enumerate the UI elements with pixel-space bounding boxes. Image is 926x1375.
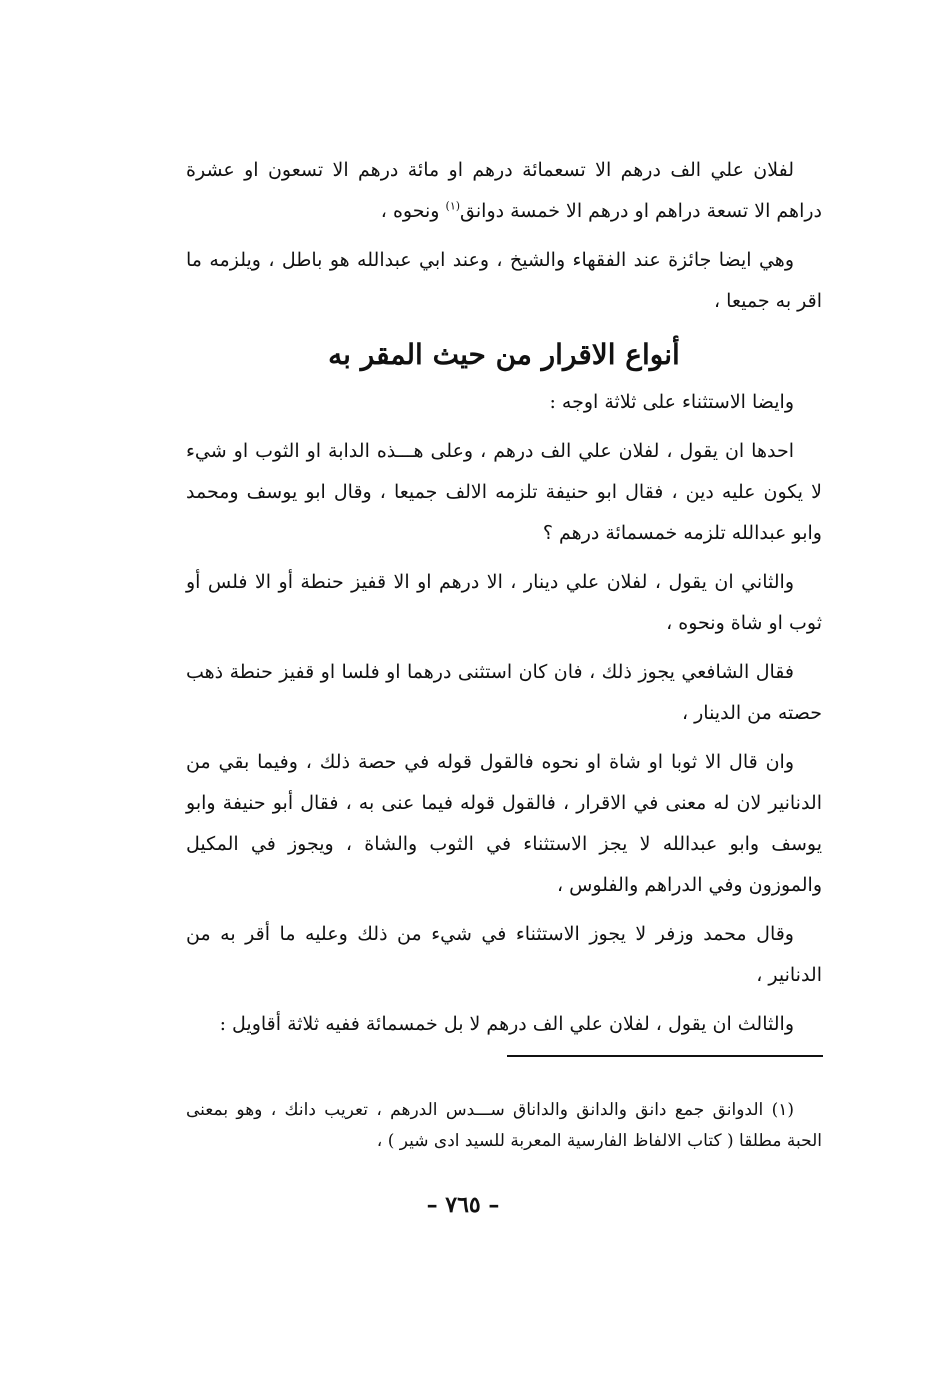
paragraph-1: [186, 150, 822, 232]
paragraph-9: والثالث ان يقول ، لفلان علي الف درهم لا بل خمسمائة ففيه ثلاثة أقاويل :: [219, 1013, 794, 1035]
paragraph-1-tail: ونحوه ،: [380, 200, 446, 222]
page-number: – ٧٦٥ –: [426, 1192, 500, 1218]
paragraph-7: وان قال الا ثوبا او شاة او نحوه فالقول قوله في حصة ذلك ، وفيما بقي من الدنانير لان له معنى في الاقرار ، فالقول قوله فيما عنى به ، فقال أبو حنيفة وابو يوسف وابو عبدالله لا يجز الاستثناء في الثوب والشاة ، ويجوز في المكيل والموزون وفي الدراهم والفلوس ،: [186, 751, 822, 896]
footnote-divider: [507, 1055, 823, 1057]
section-heading: أنواع الاقرار من حيث المقر به: [328, 338, 680, 371]
paragraph-8: وقال محمد وزفر لا يجوز الاستثناء في شيء من ذلك وعليه ما أقر به من الدنانير ،: [186, 923, 822, 986]
paragraph-6: فقال الشافعي يجوز ذلك ، فان كان استثنى درهما او فلسا او قفيز حنطة ذهب حصته من الدينار ،: [186, 661, 822, 724]
footnote-reference[interactable]: (١): [445, 199, 461, 213]
paragraph-3: وايضا الاستثناء على ثلاثة اوجه :: [549, 391, 794, 413]
paragraph-4: احدها ان يقول ، لفلان علي الف درهم ، وعلى هـــذه الدابة او الثوب او شيء لا يكون عليه دين ، فقال ابو حنيفة تلزمه الالف جميعا ، وقال ابو يوسف ومحمد وابو عبدالله تلزمه خمسمائة درهم ؟: [186, 440, 822, 544]
paragraph-5: والثاني ان يقول ، لفلان علي دينار ، الا درهم او الا قفيز حنطة أو الا فلس أو ثوب او شاة ونحوه ،: [186, 571, 822, 634]
footnote: (١) الدوانق جمع دانق والدانق والداناق ســـدس الدرهم ، تعريب دانك ، وهو بمعنى الحبة مطلقا ( كتاب الالفاظ الفارسية المعربة للسيد ادى شير ) ،: [186, 1100, 822, 1151]
body-text: [186, 150, 822, 1053]
paragraph-1-text: لفلان علي الف درهم الا تسعمائة درهم او مائة درهم الا تسعون او عشرة دراهم الا تسعة دراهم او درهم الا خمسة دوانق: [186, 159, 822, 222]
paragraph-2: وهي ايضا جائزة عند الفقهاء والشيخ ، وعند ابي عبدالله هو باطل ، ويلزمه ما اقر به جميعا ،: [186, 249, 822, 312]
